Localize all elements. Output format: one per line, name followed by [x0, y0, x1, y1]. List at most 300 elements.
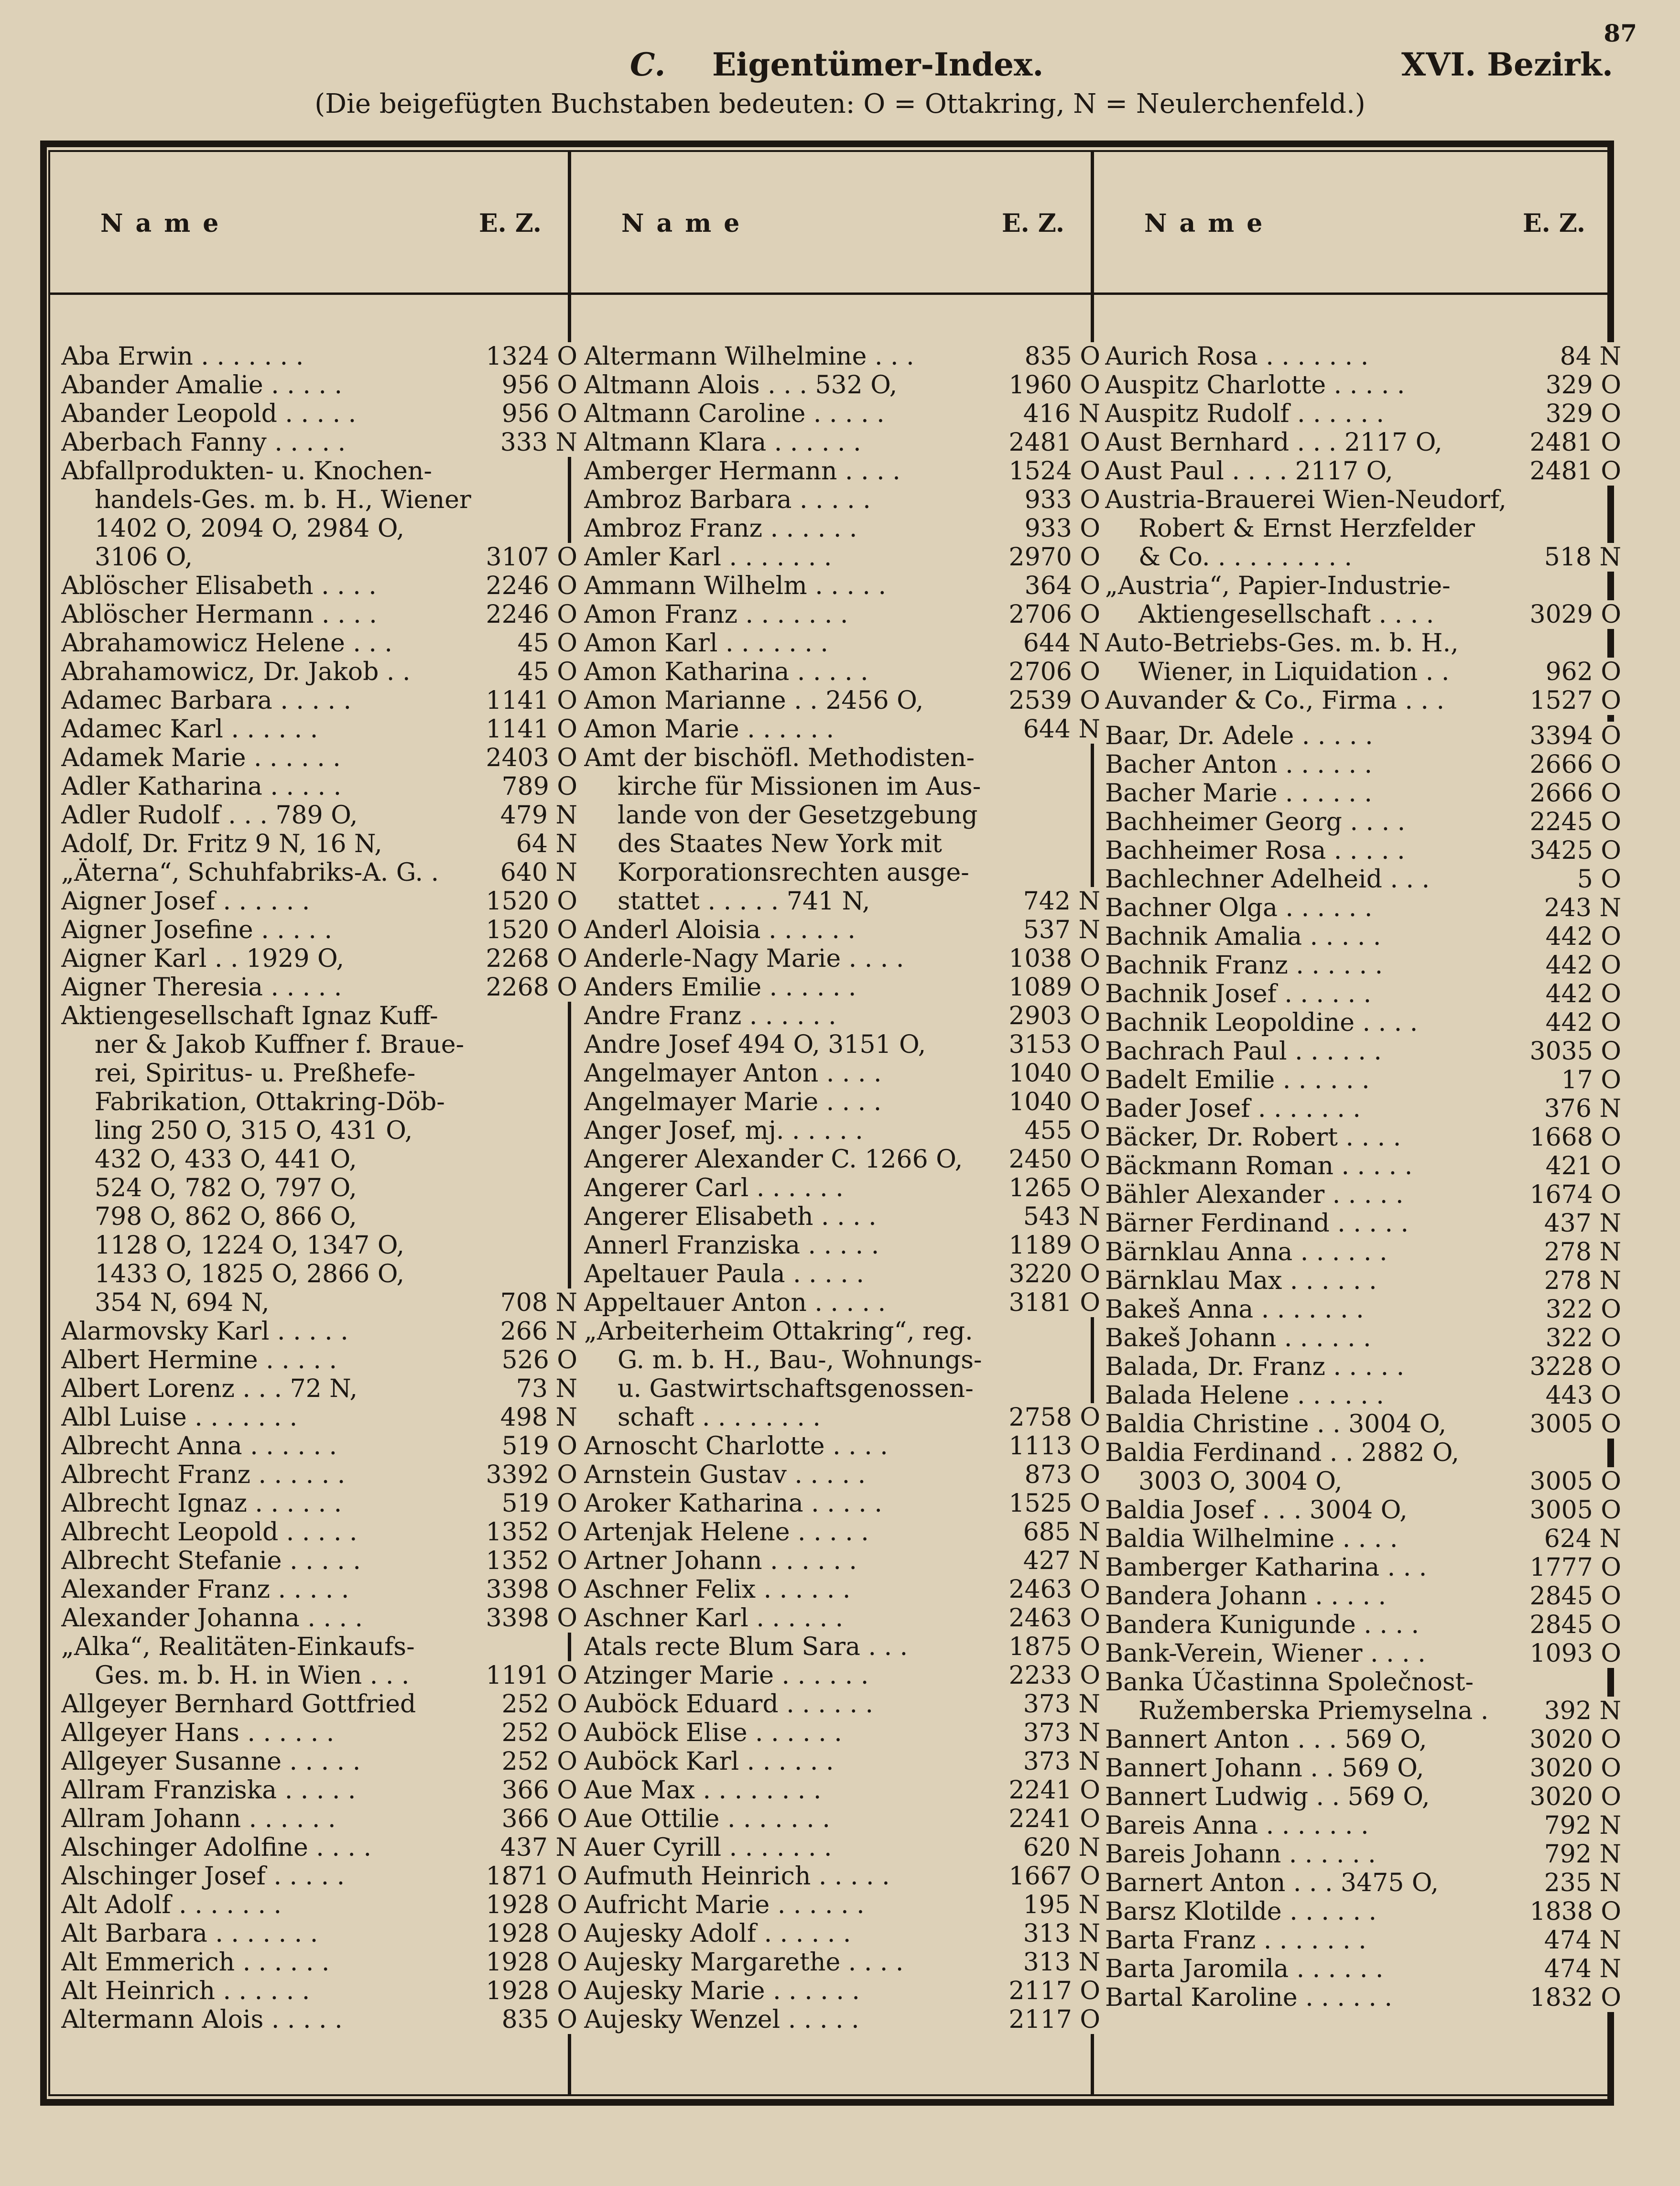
entry-ez: 2970 O	[1004, 543, 1101, 572]
entry-ez: 2246 O	[481, 600, 578, 629]
index-entry	[1105, 1955, 1621, 1983]
entry-name: Adler Katharina . . . . .	[61, 772, 342, 801]
entry-ez: 2706 O	[1004, 658, 1101, 686]
entry-name: Aujesky Marie . . . . . .	[584, 1977, 860, 2005]
index-entry	[1105, 1180, 1621, 1209]
index-entry	[584, 1288, 1100, 1317]
index-entry	[584, 772, 1100, 801]
entry-name: Apeltauer Paula . . . . .	[584, 1260, 864, 1288]
entry-ez: 519 O	[497, 1489, 577, 1518]
entry-name: Anderl Aloisia . . . . . .	[584, 916, 856, 944]
entry-name: Albrecht Ignaz . . . . . .	[61, 1489, 342, 1518]
entry-ez: 252 O	[497, 1747, 577, 1776]
entry-name: Angelmayer Anton . . . .	[584, 1059, 882, 1088]
entry-name: Amberger Hermann . . . .	[584, 457, 900, 486]
entry-name: Aberbach Fanny . . . . .	[61, 428, 346, 457]
index-entry	[61, 744, 577, 772]
entry-ez: 2463 O	[1004, 1604, 1101, 1633]
entry-ez: 2233 O	[1004, 1661, 1101, 1690]
index-entry	[1105, 722, 1621, 750]
entry-name: Banka Účastinna Společnost-	[1105, 1668, 1474, 1697]
index-entry	[61, 486, 577, 514]
entry-name: Angerer Alexander C. 1266 O,	[584, 1145, 963, 1174]
index-entry	[61, 1547, 577, 1575]
index-entry	[584, 1260, 1100, 1288]
entry-ez: 1838 O	[1525, 1897, 1622, 1926]
entry-name: Auspitz Charlotte . . . . .	[1105, 371, 1405, 400]
index-entry	[584, 1002, 1100, 1030]
entry-name: Bareis Johann . . . . . .	[1105, 1840, 1376, 1869]
entry-name: Bandera Johann . . . . .	[1105, 1582, 1387, 1611]
entry-name: Adolf, Dr. Fritz 9 N, 16 N,	[61, 830, 382, 858]
entry-ez: 437 N	[496, 1833, 577, 1862]
entry-ez: 1189 O	[1004, 1231, 1101, 1260]
entry-ez: 2268 O	[481, 973, 578, 1002]
entry-name: Anderle-Nagy Marie . . . .	[584, 944, 904, 973]
index-entry	[61, 944, 577, 973]
index-entry	[61, 1260, 577, 1288]
index-entry	[61, 543, 577, 572]
entry-ez: 2481 O	[1525, 457, 1622, 486]
entry-name: Balada, Dr. Franz . . . . .	[1105, 1353, 1405, 1381]
entry-ez: 443 O	[1541, 1381, 1621, 1410]
entry-name: Bachheimer Rosa . . . . .	[1105, 836, 1405, 865]
entry-ez: 3153 O	[1004, 1030, 1101, 1059]
entry-ez: 962 O	[1541, 658, 1621, 686]
index-column-3	[1105, 342, 1621, 2012]
index-entry	[61, 686, 577, 715]
index-entry	[61, 1747, 577, 1776]
entry-ez: 364 O	[1020, 572, 1100, 600]
entry-name: 432 O, 433 O, 441 O,	[95, 1145, 357, 1174]
entry-ez: 313 N	[1019, 1948, 1100, 1977]
entry-name: Alexander Johanna . . . .	[61, 1604, 363, 1633]
entry-name: Appeltauer Anton . . . . .	[584, 1288, 886, 1317]
index-entry	[584, 1833, 1100, 1862]
entry-name: Altmann Alois . . . 532 O,	[584, 371, 898, 400]
index-entry	[1105, 1897, 1621, 1926]
entry-ez: 2241 O	[1004, 1805, 1101, 1833]
entry-ez: 5 O	[1572, 865, 1621, 894]
entry-name: Amon Karl . . . . . . .	[584, 629, 828, 658]
index-entry	[584, 1891, 1100, 1919]
entry-name: Arnstein Gustav . . . . .	[584, 1461, 866, 1489]
entry-name: Bärnklau Anna . . . . . .	[1105, 1238, 1387, 1266]
index-entry	[61, 1432, 577, 1461]
entry-name: „Alka“, Realitäten-Einkaufs-	[61, 1633, 415, 1661]
entry-ez: 792 N	[1539, 1840, 1621, 1869]
entry-ez: 1527 O	[1525, 686, 1622, 715]
index-entry	[584, 658, 1100, 686]
index-entry	[61, 1030, 577, 1059]
entry-ez: 2481 O	[1004, 428, 1101, 457]
entry-name: Amon Marie . . . . . .	[584, 715, 835, 744]
entry-ez: 1191 O	[481, 1661, 578, 1690]
entry-ez: 322 O	[1541, 1324, 1621, 1353]
index-entry	[584, 572, 1100, 600]
index-entry	[61, 1776, 577, 1805]
index-entry	[1105, 1439, 1621, 1467]
entry-name: 1128 O, 1224 O, 1347 O,	[95, 1231, 404, 1260]
entry-ez: 1668 O	[1525, 1123, 1622, 1152]
entry-name: Bandera Kunigunde . . . .	[1105, 1611, 1420, 1639]
index-entry	[584, 486, 1100, 514]
entry-name: 3003 O, 3004 O,	[1138, 1467, 1343, 1496]
column-header-ez: E. Z.	[1002, 209, 1064, 238]
index-entry	[584, 1116, 1100, 1145]
entry-ez: 1960 O	[1004, 371, 1101, 400]
entry-ez: 1520 O	[481, 887, 578, 916]
entry-name: Aust Paul . . . . 2117 O,	[1105, 457, 1393, 486]
index-entry	[584, 1661, 1100, 1690]
entry-ez: 3029 O	[1525, 600, 1622, 629]
entry-ez: 2268 O	[481, 944, 578, 973]
entry-name: Ammann Wilhelm . . . . .	[584, 572, 886, 600]
index-entry	[1105, 865, 1621, 894]
entry-ez: 1928 O	[481, 1977, 578, 2005]
entry-name: Aba Erwin . . . . . . .	[61, 342, 304, 371]
entry-name: Baldia Wilhelmine . . . .	[1105, 1525, 1398, 1553]
index-entry	[1105, 1840, 1621, 1869]
index-entry	[61, 1403, 577, 1432]
entry-name: Ablöscher Hermann . . . .	[61, 600, 377, 629]
index-entry	[1105, 1582, 1621, 1611]
entry-name: Aktiengesellschaft . . . .	[1138, 600, 1434, 629]
index-entry	[1105, 1008, 1621, 1037]
entry-name: Abrahamowicz Helene . . .	[61, 629, 392, 658]
entry-name: Aroker Katharina . . . . .	[584, 1489, 882, 1518]
entry-name: stattet . . . . . 741 N,	[618, 887, 870, 916]
entry-name: Bader Josef . . . . . . .	[1105, 1094, 1361, 1123]
entry-ez: 373 N	[1019, 1747, 1100, 1776]
index-entry	[1105, 1266, 1621, 1295]
entry-name: Barnert Anton . . . 3475 O,	[1105, 1869, 1439, 1897]
entry-name: Albert Lorenz . . . 72 N,	[61, 1374, 358, 1403]
index-entry	[1105, 1553, 1621, 1582]
index-entry	[1105, 1152, 1621, 1180]
entry-ez: 3020 O	[1525, 1725, 1622, 1754]
entry-name: Bachnik Leopoldine . . . .	[1105, 1008, 1418, 1037]
index-entry	[61, 772, 577, 801]
index-entry	[1105, 1094, 1621, 1123]
index-entry	[584, 1547, 1100, 1575]
index-entry	[61, 1633, 577, 1661]
index-entry	[61, 1145, 577, 1174]
entry-ez: 1871 O	[481, 1862, 578, 1891]
entry-ez: 1040 O	[1004, 1088, 1101, 1116]
legend-subtitle: (Die beigefügten Buchstaben bedeuten: O = Ottakring, N = Neulerchenfeld.)	[314, 88, 1366, 119]
index-entry	[584, 1690, 1100, 1719]
entry-ez: 474 N	[1539, 1926, 1621, 1955]
entry-name: Alarmovsky Karl . . . . .	[61, 1317, 348, 1346]
entry-ez: 835 O	[497, 2005, 577, 2034]
entry-name: Alschinger Adolfine . . . .	[61, 1833, 372, 1862]
entry-name: Bäcker, Dr. Robert . . . .	[1105, 1123, 1401, 1152]
index-entry	[1105, 951, 1621, 980]
index-entry	[61, 1919, 577, 1948]
entry-name: Annerl Franziska . . . . .	[584, 1231, 879, 1260]
entry-ez: 2450 O	[1004, 1145, 1101, 1174]
entry-ez: 3425 O	[1525, 836, 1622, 865]
index-entry	[584, 543, 1100, 572]
entry-ez: 1352 O	[481, 1518, 578, 1547]
entry-ez: 518 N	[1539, 543, 1621, 572]
index-entry	[584, 2005, 1100, 2034]
entry-ez: 235 N	[1539, 1869, 1621, 1897]
entry-name: Aujesky Margarethe . . . .	[584, 1948, 904, 1977]
index-entry	[1105, 514, 1621, 543]
entry-ez: 1520 O	[481, 916, 578, 944]
index-entry	[584, 858, 1100, 887]
index-entry	[1105, 750, 1621, 779]
entry-name: Abrahamowicz, Dr. Jakob . .	[61, 658, 411, 686]
index-entry	[61, 1317, 577, 1346]
entry-name: Robert & Ernst Herzfelder	[1138, 514, 1475, 543]
entry-ez: 498 N	[496, 1403, 577, 1432]
index-entry	[61, 1202, 577, 1231]
entry-ez: 2117 O	[1004, 2005, 1101, 2034]
entry-ez: 3005 O	[1525, 1467, 1622, 1496]
index-entry	[1105, 779, 1621, 808]
index-entry	[1105, 1324, 1621, 1353]
entry-ez: 421 O	[1541, 1152, 1621, 1180]
entry-name: Bachnik Franz . . . . . .	[1105, 951, 1383, 980]
entry-ez: 427 N	[1019, 1547, 1100, 1575]
entry-ez: 620 N	[1019, 1833, 1100, 1862]
entry-name: ling 250 O, 315 O, 431 O,	[95, 1116, 413, 1145]
entry-ez: 3020 O	[1525, 1754, 1622, 1783]
entry-name: lande von der Gesetzgebung	[618, 801, 978, 830]
index-entry	[584, 1919, 1100, 1948]
index-entry	[1105, 1066, 1621, 1094]
index-entry	[584, 1145, 1100, 1174]
index-entry	[584, 1202, 1100, 1231]
entry-name: Alschinger Josef . . . . .	[61, 1862, 345, 1891]
index-column-1	[61, 342, 577, 2034]
entry-name: Amler Karl . . . . . . .	[584, 543, 832, 572]
entry-ez: 1265 O	[1004, 1174, 1101, 1202]
column-header-ez: E. Z.	[1523, 209, 1585, 238]
entry-name: Bäckmann Roman . . . . .	[1105, 1152, 1413, 1180]
entry-name: Arnoscht Charlotte . . . .	[584, 1432, 888, 1461]
index-entry	[1105, 629, 1621, 658]
entry-ez: 2481 O	[1525, 428, 1622, 457]
entry-name: Auer Cyrill . . . . . . .	[584, 1833, 832, 1862]
entry-name: 3106 O,	[95, 543, 193, 572]
index-entry	[584, 1747, 1100, 1776]
index-entry	[584, 1088, 1100, 1116]
index-entry	[584, 973, 1100, 1002]
entry-name: Baldia Ferdinand . . 2882 O,	[1105, 1439, 1459, 1467]
index-entry	[61, 572, 577, 600]
entry-name: Aue Max . . . . . . . .	[584, 1776, 822, 1805]
entry-name: Aujesky Adolf . . . . . .	[584, 1919, 851, 1948]
district-label: XVI. Bezirk.	[1401, 46, 1613, 83]
entry-name: Balada Helene . . . . . .	[1105, 1381, 1384, 1410]
entry-ez: 543 N	[1019, 1202, 1100, 1231]
index-entry	[584, 715, 1100, 744]
entry-ez: 1928 O	[481, 1948, 578, 1977]
entry-name: Aigner Karl . . 1929 O,	[61, 944, 345, 973]
entry-name: Aurich Rosa . . . . . . .	[1105, 342, 1369, 371]
entry-name: Altermann Wilhelmine . . .	[584, 342, 914, 371]
index-entry	[61, 1575, 577, 1604]
index-entry	[1105, 1295, 1621, 1324]
entry-ez: 742 N	[1019, 887, 1100, 916]
index-entry	[1105, 922, 1621, 951]
index-entry	[584, 801, 1100, 830]
index-entry	[1105, 894, 1621, 922]
entry-name: Ambroz Franz . . . . . .	[584, 514, 857, 543]
entry-name: Ablöscher Elisabeth . . . .	[61, 572, 377, 600]
entry-name: & Co. . . . . . . . . .	[1138, 543, 1353, 572]
entry-name: „Austria“, Papier-Industrie-	[1105, 572, 1451, 600]
entry-ez: 1141 O	[481, 686, 578, 715]
entry-name: Bachner Olga . . . . . .	[1105, 894, 1373, 922]
entry-name: Allgeyer Hans . . . . . .	[61, 1719, 335, 1747]
entry-ez: 3228 O	[1525, 1353, 1622, 1381]
entry-ez: 1089 O	[1004, 973, 1101, 1002]
entry-ez: 644 N	[1019, 629, 1100, 658]
entry-name: Auböck Elise . . . . . .	[584, 1719, 842, 1747]
entry-name: Alt Adolf . . . . . . .	[61, 1891, 282, 1919]
column-header-name: Name	[100, 209, 231, 238]
entry-ez: 933 O	[1020, 514, 1100, 543]
index-entry	[1105, 1037, 1621, 1066]
index-entry	[1105, 486, 1621, 514]
entry-name: Anger Josef, mj. . . . . .	[584, 1116, 863, 1145]
entry-name: Bannert Anton . . . 569 O,	[1105, 1725, 1427, 1754]
entry-ez: 2246 O	[481, 572, 578, 600]
entry-name: Altmann Klara . . . . . .	[584, 428, 861, 457]
index-entry	[1105, 1783, 1621, 1811]
entry-ez: 3394 O	[1525, 722, 1622, 750]
index-entry	[1105, 1926, 1621, 1955]
entry-name: Bamberger Katharina . . .	[1105, 1553, 1427, 1582]
index-entry	[584, 400, 1100, 428]
entry-ez: 329 O	[1541, 371, 1621, 400]
entry-name: Aktiengesellschaft Ignaz Kuff-	[61, 1002, 438, 1030]
entry-name: Allgeyer Susanne . . . . .	[61, 1747, 361, 1776]
column-header-name: Name	[1144, 209, 1275, 238]
index-entry	[1105, 1668, 1621, 1697]
entry-name: Allram Franziska . . . . .	[61, 1776, 356, 1805]
index-entry	[1105, 400, 1621, 428]
index-entry	[61, 801, 577, 830]
index-entry	[1105, 457, 1621, 486]
page-number: 87	[1604, 19, 1637, 47]
index-entry	[584, 342, 1100, 371]
entry-ez: 84 N	[1555, 342, 1621, 371]
index-entry	[61, 1088, 577, 1116]
entry-ez: 1141 O	[481, 715, 578, 744]
index-entry	[584, 428, 1100, 457]
entry-name: 1402 O, 2094 O, 2984 O,	[95, 514, 404, 543]
index-entry	[1105, 1525, 1621, 1553]
index-entry	[61, 1518, 577, 1547]
entry-name: Amon Franz . . . . . . .	[584, 600, 848, 629]
index-entry	[61, 629, 577, 658]
entry-ez: 45 O	[513, 629, 577, 658]
index-entry	[61, 858, 577, 887]
index-entry	[61, 1461, 577, 1489]
entry-ez: 3181 O	[1004, 1288, 1101, 1317]
page-title: Eigentümer-Index.	[712, 46, 1044, 83]
entry-name: Aufricht Marie . . . . . .	[584, 1891, 865, 1919]
entry-name: 1433 O, 1825 O, 2866 O,	[95, 1260, 404, 1288]
entry-name: Barta Jaromila . . . . . .	[1105, 1955, 1384, 1983]
entry-ez: 2845 O	[1525, 1582, 1622, 1611]
entry-name: Albert Hermine . . . . .	[61, 1346, 337, 1374]
entry-ez: 2117 O	[1004, 1977, 1101, 2005]
entry-ez: 2539 O	[1004, 686, 1101, 715]
entry-name: Aujesky Wenzel . . . . .	[584, 2005, 859, 2034]
page-header	[0, 46, 1680, 89]
entry-name: Abfallprodukten- u. Knochen-	[61, 457, 432, 486]
entry-ez: 266 N	[496, 1317, 577, 1346]
index-column-2	[584, 342, 1100, 2034]
index-entry	[61, 342, 577, 371]
index-entry	[584, 1604, 1100, 1633]
index-entry	[1105, 1639, 1621, 1668]
index-entry	[61, 973, 577, 1002]
index-entry	[61, 1862, 577, 1891]
index-entry	[584, 1432, 1100, 1461]
entry-name: Albrecht Leopold . . . . .	[61, 1518, 358, 1547]
entry-ez: 278 N	[1539, 1238, 1621, 1266]
entry-ez: 2463 O	[1004, 1575, 1101, 1604]
entry-name: Amt der bischöfl. Methodisten-	[584, 744, 975, 772]
index-entry	[584, 1633, 1100, 1661]
index-entry	[61, 600, 577, 629]
index-entry	[61, 1833, 577, 1862]
index-entry	[61, 1059, 577, 1088]
index-entry	[1105, 1353, 1621, 1381]
column-header-name: Name	[621, 209, 752, 238]
entry-name: Barsz Klotilde . . . . . .	[1105, 1897, 1377, 1926]
index-entry	[584, 1489, 1100, 1518]
index-entry	[1105, 1725, 1621, 1754]
entry-name: Korporationsrechten ausge-	[618, 858, 969, 887]
entry-ez: 789 O	[497, 772, 577, 801]
index-entry	[584, 1948, 1100, 1977]
entry-ez: 1040 O	[1004, 1059, 1101, 1088]
entry-name: Aust Bernhard . . . 2117 O,	[1105, 428, 1442, 457]
entry-ez: 2903 O	[1004, 1002, 1101, 1030]
entry-ez: 329 O	[1541, 400, 1621, 428]
entry-name: Bakeš Anna . . . . . . .	[1105, 1295, 1364, 1324]
entry-name: Badelt Emilie . . . . . .	[1105, 1066, 1370, 1094]
entry-name: Auböck Eduard . . . . . .	[584, 1690, 874, 1719]
index-entry	[1105, 686, 1621, 715]
entry-name: Amon Katharina . . . . .	[584, 658, 868, 686]
entry-ez: 3107 O	[481, 543, 578, 572]
index-entry	[584, 1776, 1100, 1805]
entry-name: Bachnik Josef . . . . . .	[1105, 980, 1372, 1008]
index-entry	[1105, 836, 1621, 865]
index-entry	[61, 514, 577, 543]
entry-name: Adler Rudolf . . . 789 O,	[61, 801, 358, 830]
entry-ez: 1352 O	[481, 1547, 578, 1575]
index-entry	[1105, 1467, 1621, 1496]
index-entry	[61, 1288, 577, 1317]
entry-ez: 333 N	[496, 428, 577, 457]
index-entry	[584, 1059, 1100, 1088]
entry-ez: 956 O	[497, 400, 577, 428]
entry-ez: 624 N	[1539, 1525, 1621, 1553]
entry-name: Auvander & Co., Firma . . .	[1105, 686, 1444, 715]
entry-ez: 64 N	[511, 830, 577, 858]
